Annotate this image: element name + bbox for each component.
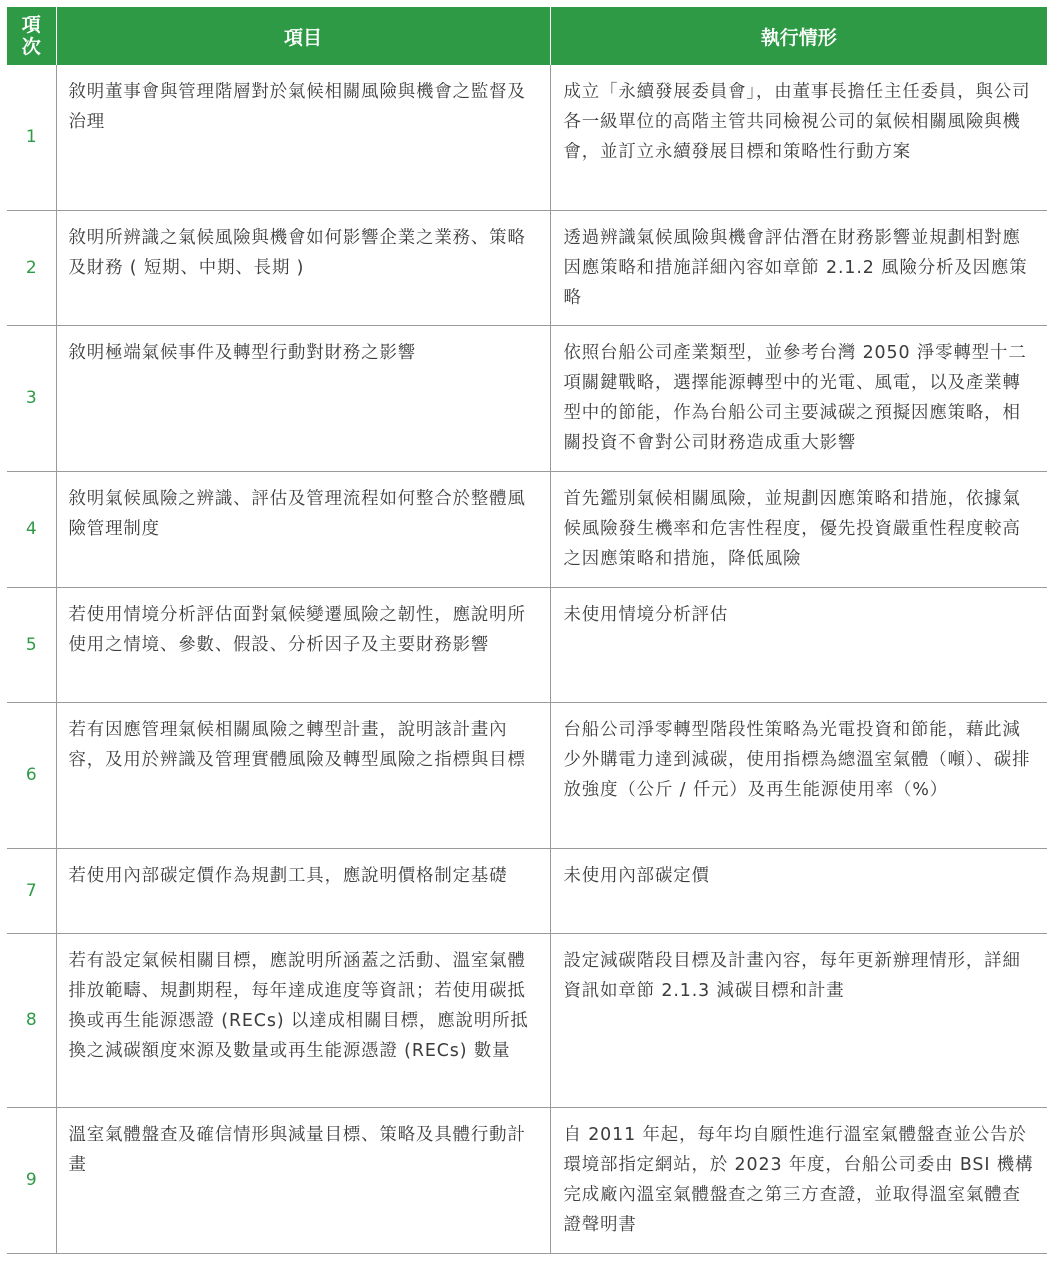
row-item-text: 若使用情境分析評估面對氣候變遷風險之韌性，應說明所使用之情境、參數、假設、分析因子及主要財務影響 bbox=[56, 587, 550, 702]
row-execution-text: 未使用內部碳定價 bbox=[550, 848, 1047, 933]
table-row bbox=[7, 65, 1047, 210]
row-item-text: 若使用內部碳定價作為規劃工具，應說明價格制定基礎 bbox=[56, 848, 550, 933]
header-item-number-line1: 項 bbox=[21, 14, 41, 36]
row-execution-text: 設定減碳階段目標及計畫內容，每年更新辦理情形，詳細資訊如章節 2.1.3 減碳目標和計畫 bbox=[550, 933, 1047, 1107]
row-number: 2 bbox=[7, 210, 56, 325]
header-item-number-line2: 次 bbox=[21, 36, 41, 58]
header-item: 項目 bbox=[56, 7, 550, 65]
row-item-text: 若有因應管理氣候相關風險之轉型計畫，說明該計畫內容，及用於辨識及管理實體風險及轉型風險之指標與目標 bbox=[56, 702, 550, 848]
row-execution-text: 成立「永續發展委員會」，由董事長擔任主任委員，與公司各一級單位的高階主管共同檢視公司的氣候相關風險與機會，並訂立永續發展目標和策略性行動方案 bbox=[550, 65, 1047, 210]
row-number: 1 bbox=[7, 65, 56, 210]
row-execution-text: 依照台船公司產業類型，並參考台灣 2050 淨零轉型十二項關鍵戰略，選擇能源轉型中的光電、風電，以及產業轉型中的節能，作為台船公司主要減碳之預擬因應策略，相關投資不會對公司財務造成重大影響 bbox=[550, 325, 1047, 471]
table-header bbox=[7, 7, 1047, 65]
row-number: 9 bbox=[7, 1107, 56, 1253]
row-number: 4 bbox=[7, 471, 56, 587]
table-row bbox=[7, 848, 1047, 933]
row-execution-text: 透過辨識氣候風險與機會評估潛在財務影響並規劃相對應因應策略和措施詳細內容如章節 2.1.2 風險分析及因應策略 bbox=[550, 210, 1047, 325]
row-number: 7 bbox=[7, 848, 56, 933]
row-number: 8 bbox=[7, 933, 56, 1107]
climate-disclosure-table bbox=[7, 7, 1047, 1254]
row-item-text: 敘明極端氣候事件及轉型行動對財務之影響 bbox=[56, 325, 550, 471]
table-row bbox=[7, 1107, 1047, 1253]
header-row bbox=[7, 7, 1047, 65]
table-row bbox=[7, 702, 1047, 848]
row-item-text: 敘明所辨識之氣候風險與機會如何影響企業之業務、策略及財務 ( 短期、中期、長期 ) bbox=[56, 210, 550, 325]
table-row bbox=[7, 325, 1047, 471]
row-number: 5 bbox=[7, 587, 56, 702]
table-row bbox=[7, 587, 1047, 702]
row-number: 3 bbox=[7, 325, 56, 471]
row-item-text: 溫室氣體盤查及確信情形與減量目標、策略及具體行動計畫 bbox=[56, 1107, 550, 1253]
row-item-text: 敘明氣候風險之辨識、評估及管理流程如何整合於整體風險管理制度 bbox=[56, 471, 550, 587]
row-item-text: 若有設定氣候相關目標，應說明所涵蓋之活動、溫室氣體排放範疇、規劃期程，每年達成進度等資訊；若使用碳抵換或再生能源憑證 (RECs) 以達成相關目標，應說明所抵換之減碳額度來源及數量或再生能源憑證 (RECs) 數量 bbox=[56, 933, 550, 1107]
climate-disclosure-table-container bbox=[7, 7, 1047, 1254]
row-execution-text: 自 2011 年起，每年均自願性進行溫室氣體盤查並公告於環境部指定網站，於 2023 年度，台船公司委由 BSI 機構完成廠內溫室氣體盤查之第三方查證，並取得溫室氣體查證聲明書 bbox=[550, 1107, 1047, 1253]
row-execution-text: 台船公司淨零轉型階段性策略為光電投資和節能，藉此減少外購電力達到減碳，使用指標為總溫室氣體（噸）、碳排放強度（公斤 / 仟元）及再生能源使用率（%） bbox=[550, 702, 1047, 848]
table-body bbox=[7, 65, 1047, 1253]
header-item-number bbox=[7, 7, 56, 65]
table-row bbox=[7, 210, 1047, 325]
row-number: 6 bbox=[7, 702, 56, 848]
row-execution-text: 首先鑑別氣候相關風險，並規劃因應策略和措施，依據氣候風險發生機率和危害性程度，優先投資嚴重性程度較高之因應策略和措施，降低風險 bbox=[550, 471, 1047, 587]
table-row bbox=[7, 933, 1047, 1107]
table-row bbox=[7, 471, 1047, 587]
row-item-text: 敘明董事會與管理階層對於氣候相關風險與機會之監督及治理 bbox=[56, 65, 550, 210]
header-execution: 執行情形 bbox=[550, 7, 1047, 65]
row-execution-text: 未使用情境分析評估 bbox=[550, 587, 1047, 702]
